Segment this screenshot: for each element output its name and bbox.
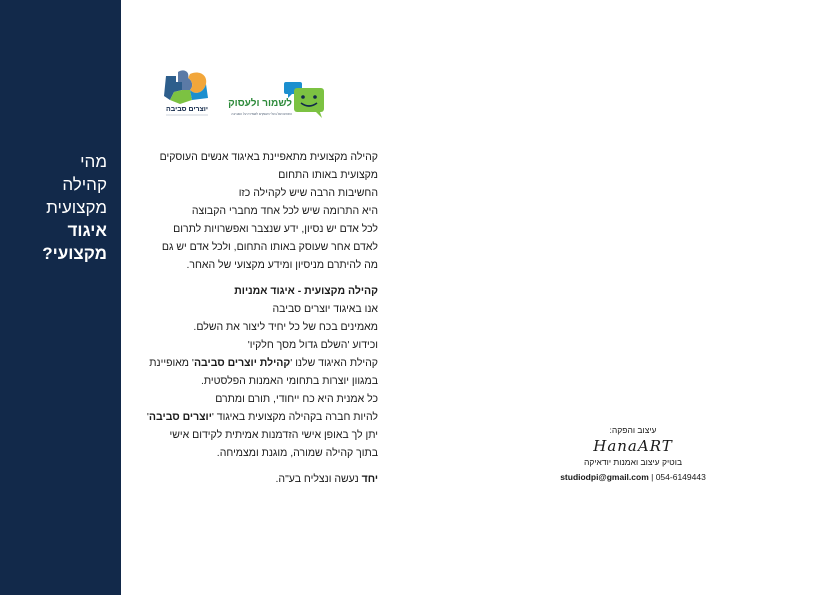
body-line: היא התרומה שיש לכל אחד מחברי הקבוצה: [191, 205, 378, 217]
design-credit: [552, 424, 714, 484]
text-span: ': [146, 411, 149, 423]
guild-name: יוצרים סביבה: [148, 411, 212, 423]
body-line: מקצועית באותו התחום: [278, 169, 378, 181]
body-line: וכידוע 'השלם גדול מסך חלקיו': [247, 339, 378, 351]
closing-bold: יחד: [361, 473, 378, 485]
body-line: לאדם אחר שעוסק באותו התחום, ולכל אדם יש גם: [161, 241, 378, 253]
studio-tagline: בוטיק עיצוב ואמנות יודאיקה: [583, 457, 683, 467]
svg-text:הפורום של בעלי העסקים לשמירה ע: הפורום של בעלי העסקים לשמירה על הסביבה: [231, 112, 292, 116]
body-line: החשיבות הרבה שיש לקהילה כזו: [238, 187, 378, 199]
sidebar-panel: [0, 0, 121, 595]
sidebar-title-line: קהילה: [62, 175, 107, 194]
sidebar-title-bold-line: איגוד: [67, 221, 107, 240]
closing-line: [134, 470, 378, 488]
body-line: אנו באיגוד יוצרים סביבה: [272, 303, 378, 315]
sidebar-title-line: מקצועית: [46, 198, 107, 217]
text-span: קהילת האיגוד שלנו ': [290, 357, 378, 369]
community-name: קהילת יוצרים סביבה: [193, 357, 291, 369]
body-line: כל אמנית היא כח ייחודי, תורם ומתרם: [215, 393, 378, 405]
yotzrim-sviva-logo: [160, 68, 215, 120]
sidebar-title: [0, 150, 107, 265]
text-span: נעשה ונצליח בע"ה.: [275, 473, 362, 485]
sidebar-title-line: מהי: [80, 152, 107, 171]
body-line: מאמינים בכח של כל יחיד ליצור את השלם.: [193, 321, 378, 333]
contact-line: studiodpi@gmail.com | 054-6149443: [560, 472, 706, 482]
body-line: יתן לך באופן אישי הזדמנות אמיתית לקידום אישי: [169, 429, 378, 441]
text-span: ' מאופיינת: [149, 357, 194, 369]
body-line: במגוון יוצרות בתחומי האמנות הפלסטית.: [200, 375, 378, 387]
signature: HanaART: [593, 437, 673, 455]
lishmor-velaasok-logo: [226, 82, 336, 122]
section-heading: קהילה מקצועית - איגוד אמניות: [234, 285, 378, 297]
phone-number: 054-6149443: [655, 472, 706, 482]
body-line: לכל אדם יש נסיון, ידע שנצבר ואפשרויות לתרום: [173, 223, 378, 235]
body-line: קהילה מקצועית מתאפיינת באיגוד אנשים העוסקים: [159, 151, 378, 163]
svg-text:יוצרים סביבה: יוצרים סביבה: [166, 106, 208, 113]
body-line-community: [134, 354, 378, 372]
text-span: להיות חברה בקהילה מקצועית באיגוד ': [211, 411, 378, 423]
body-text: [134, 148, 378, 488]
body-line-join: [134, 408, 378, 426]
body-line: מה להיתרם מניסיון ומידע מקצועי של האחר.: [186, 259, 378, 271]
email-link[interactable]: studiodpi@gmail.com: [560, 472, 649, 482]
design-label: עיצוב והפקה:: [609, 425, 657, 435]
logos-row: [160, 68, 340, 123]
sidebar-title-bold-line: מקצועי?: [42, 244, 107, 263]
body-line: בתוך קהילה שמורה, מוגנת ומצמיחה.: [216, 447, 378, 459]
svg-text:לשמור ולעסוק: לשמור ולעסוק: [228, 98, 292, 109]
